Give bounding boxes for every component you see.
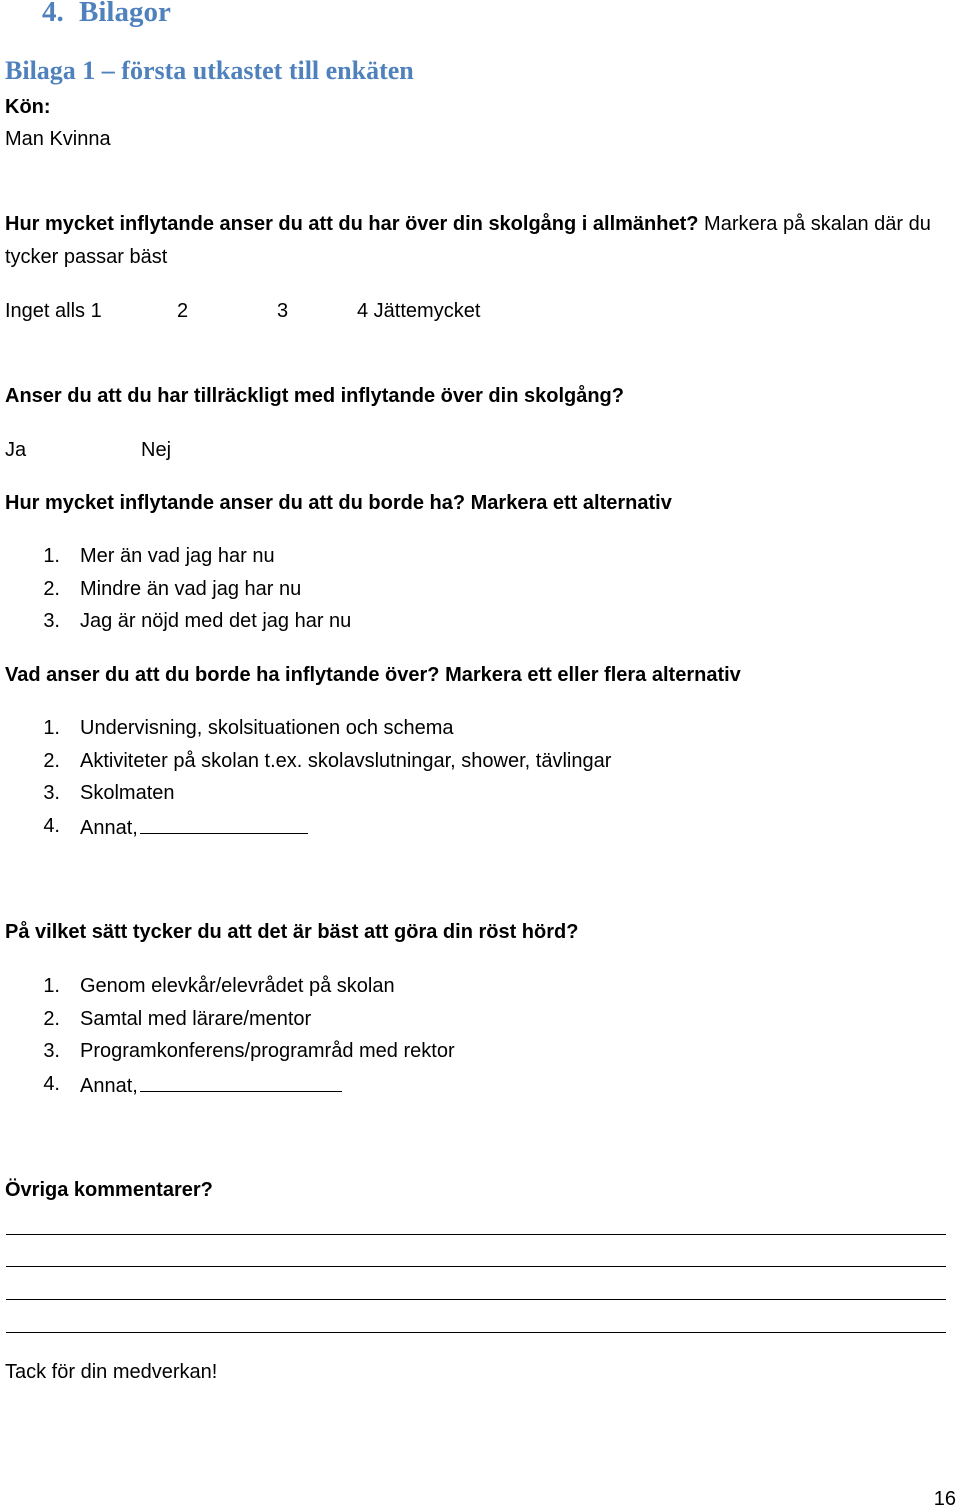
option-nej: Nej — [141, 439, 172, 461]
item-label: Skolmaten — [80, 782, 175, 804]
comment-line[interactable] — [6, 1299, 946, 1300]
question-1-line2: tycker passar bäst — [5, 246, 168, 268]
fill-in-blank[interactable] — [140, 815, 308, 834]
item-label: Annat, — [80, 817, 138, 839]
section-number: 4. — [42, 0, 64, 28]
item-number: 4. — [43, 815, 60, 837]
item-label: Samtal med lärare/mentor — [80, 1008, 312, 1030]
item-number: 1. — [43, 545, 60, 567]
item-label: Jag är nöjd med det jag har nu — [80, 610, 352, 632]
scale-low: Inget alls 1 — [5, 300, 102, 322]
question-1 — [5, 213, 931, 236]
question-5: På vilket sätt tycker du att det är bäst att göra din röst hörd? — [5, 921, 579, 943]
page-number: 16 — [933, 1488, 956, 1510]
option-ja: Ja — [5, 439, 27, 461]
question-1-bold: Hur mycket inflytande anser du att du har över din skolgång i allmänhet? — [5, 213, 699, 235]
item-label: Programkonferens/programråd med rektor — [80, 1040, 455, 1062]
item-number: 2. — [43, 578, 60, 600]
item-label: Aktiviteter på skolan t.ex. skolavslutningar, shower, tävlingar — [80, 750, 612, 772]
question-4: Vad anser du att du borde ha inflytande över? Markera ett eller flera alternativ — [5, 664, 741, 686]
item-label: Annat, — [80, 1075, 138, 1097]
gender-options: Man Kvinna — [5, 128, 111, 150]
item-number: 3. — [43, 782, 60, 804]
comment-line[interactable] — [6, 1332, 946, 1333]
scale-high: 4 Jättemycket — [357, 300, 481, 322]
item-other — [80, 815, 308, 840]
comment-line[interactable] — [6, 1266, 946, 1267]
section-heading — [42, 0, 171, 29]
item-number: 4. — [43, 1073, 60, 1095]
item-label: Mindre än vad jag har nu — [80, 578, 302, 600]
section-title: Bilagor — [79, 0, 171, 28]
item-number: 3. — [43, 610, 60, 632]
question-3: Hur mycket inflytande anser du att du borde ha? Markera ett alternativ — [5, 492, 672, 514]
comment-line[interactable] — [6, 1234, 946, 1235]
question-1-rest: Markera på skalan där du — [698, 213, 931, 235]
thanks-text: Tack för din medverkan! — [5, 1361, 218, 1383]
scale-2: 2 — [177, 300, 189, 322]
gender-label: Kön: — [5, 96, 51, 118]
comments-label: Övriga kommentarer? — [5, 1179, 213, 1201]
item-number: 2. — [43, 750, 60, 772]
scale-3: 3 — [277, 300, 289, 322]
question-2: Anser du att du har tillräckligt med inflytande över din skolgång? — [5, 385, 624, 407]
item-label: Genom elevkår/elevrådet på skolan — [80, 975, 395, 997]
item-label: Undervisning, skolsituationen och schema — [80, 717, 454, 739]
item-label: Mer än vad jag har nu — [80, 545, 275, 567]
fill-in-blank[interactable] — [140, 1073, 342, 1092]
item-number: 2. — [43, 1008, 60, 1030]
item-number: 1. — [43, 975, 60, 997]
item-number: 1. — [43, 717, 60, 739]
appendix-title: Bilaga 1 – första utkastet till enkäten — [5, 56, 414, 85]
item-number: 3. — [43, 1040, 60, 1062]
item-other — [80, 1073, 342, 1098]
